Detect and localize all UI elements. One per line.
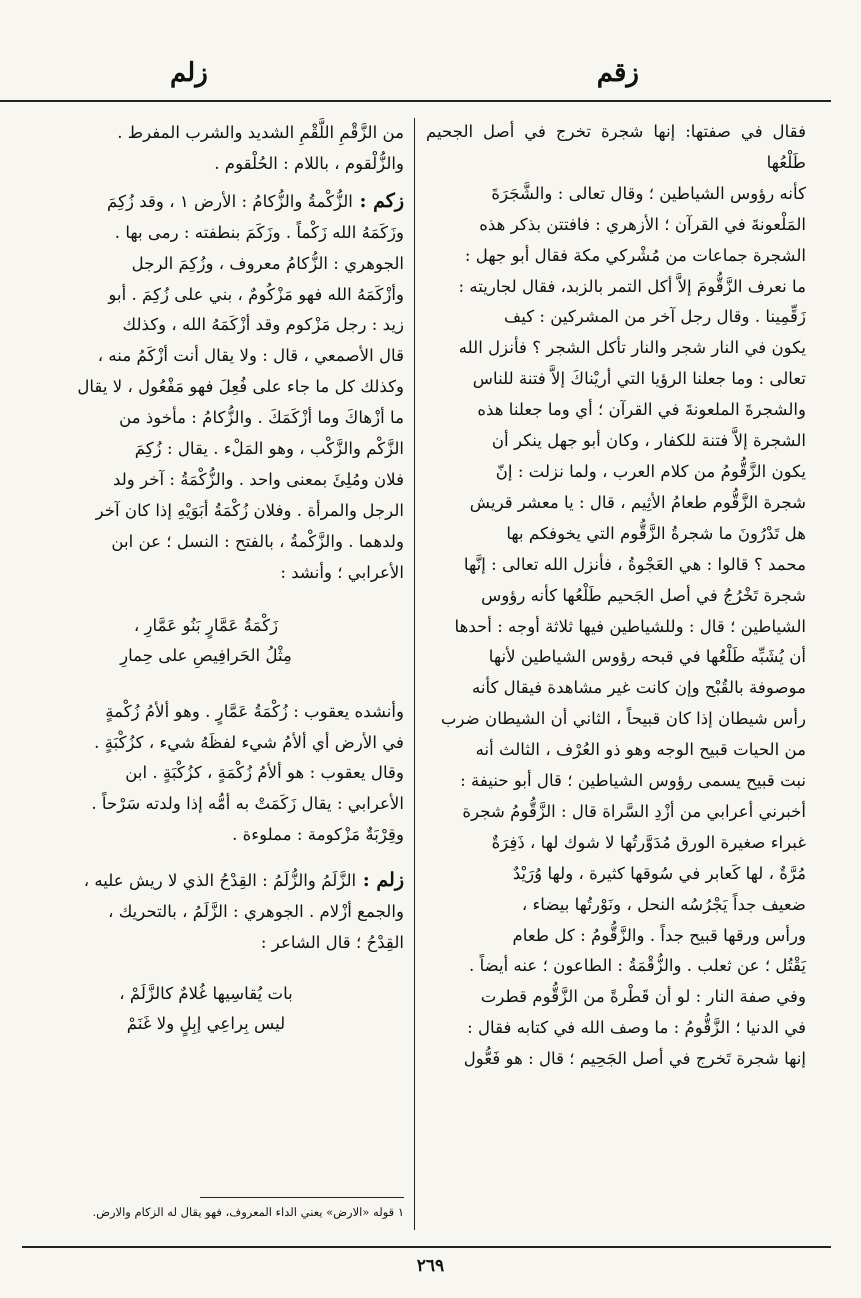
left-intro [8,118,404,180]
line-text: الجوهري : الزُّكامُ معروف ، وزُكِمَ الرجل [131,253,404,273]
text-line: وقِرْبَةٌ مَزْكومة : مملوءة . [232,825,404,845]
verse-line: بات يُقاسِيها غُلامٌ كالزَّلَمْ ، [119,983,293,1003]
text-line: مُرَّةٌ ، لها كَعابر في سُوقها كثيرة ، ولها وُرَيْدٌ [512,863,806,883]
line-text: وأزْكَمَهُ الله فهو مَزْكُومٌ ، بني على زُكِمَ . أبو [108,284,404,304]
text-line: غبراء صغيرة الورق مُدَوَّرتُها لا شوك لها ، ذَفِرَةٌ [491,832,806,852]
line-text: فلان ومُلِئَ بمعنى واحد . والزُّكْمَةُ : آخر ولد [113,469,404,489]
text-line [8,897,404,928]
line-text: الرجل والمرأة . وفلان زُكْمَةُ أبَوَيْهِ إذا كان آخر [95,500,404,520]
verse-zakam [8,589,404,697]
text-line: يكون الزَّقُّومُ من كلام العرب ، ولما نزلت : إنّ [495,461,806,481]
entry-headword: زلم : [356,869,404,892]
text-line: هل تَدْرُونَ ما شجرةُ الزَّقُّوم التي يخوفكم بها [506,523,806,543]
text-line: فقال في صفتها: إنها شجرة تخرج في أصل الجحيم طَلْعُها [426,122,806,172]
text-line: كأنه رؤوس الشياطين ؛ وقال تعالى : والشَّجَرَةَ [491,183,806,203]
line-text: الزُّكْمةُ والزُّكامُ : الأرض ١ ، وقد زُكِمَ [107,191,353,211]
entry-zakam-tail [8,697,404,852]
text-line: تعالى : وما جعلنا الرؤيا التي أريْناكَ إلاَّ فتنة للناس [472,369,806,389]
verse-line: زَكْمَةُ عَمَّارٍ بَنُو عَمَّارِ ، [133,615,279,635]
text-line: يكون في النار شجر والنار تأكل الشجر ؟ فأنزل الله [458,338,806,358]
text-line: الأعرابي : يقال زَكَمَتْ به أمُّه إذا ولدته سَرْحاً . [91,794,404,814]
text-line [8,403,404,434]
line-text: ما أزْهاكَ وما أزْكَمَكَ . والزُّكامُ : مأخوذ من [119,408,404,428]
line-text: الزَّكْم والزَّكْب ، وهو المَلْء . يقال : زُكِمَ [134,439,404,459]
line-text: القِدْحُ ؛ قال الشاعر : [260,932,404,952]
line-text: قال الأصمعي ، قال : ولا يقال أنت أزْكَمُ منه ، [97,346,404,366]
entry-zakam [8,186,404,589]
text-line [8,434,404,465]
text-line [8,341,404,372]
line-text: والجمع أزْلام . الجوهري : الزَّلَمُ ، بالتحريك ، [108,902,404,922]
header-right-word: زقم [596,58,639,88]
entry-headword: زكم : [352,189,404,212]
verse-zalam [8,959,404,1039]
text-line: إنها شجرة تَخرج في أصل الجَحِيم ؛ قال : هو فَعُّول [463,1049,806,1069]
text-line: والزُّلْقوم ، باللام : الحُلْقوم . [214,153,404,173]
page-number: ٢٦٩ [416,1256,445,1276]
line-text: ولدهما . والزَّكْمةُ ، بالفتح : النسل ؛ عن ابن [111,531,404,551]
text-line: ضعيف جداً يَجْرُسُه النحل ، ونَوْرتُها بيضاء ، [521,894,806,914]
line-text: زيد : رجل مَزْكوم وقد أزْكَمَهُ الله ، وكذلك [122,315,404,335]
text-line [8,496,404,527]
text-line: وقال يعقوب : هو ألأمُ زُكْمَةٍ ، كزُكْبَةٍ . ابن [125,763,404,783]
text-line [8,928,404,959]
right-column [426,117,806,1075]
text-line: وفي صفة النار : لو أن قَطْرةً من الزَّقُّوم قطرت [480,987,806,1007]
text-line [8,280,404,311]
text-line: المَلْعونةَ في القرآن ؛ الأزهري : فافتتن بذكر هذه [479,214,806,234]
text-line: محمد ؟ قالوا : هي العَجْوةُ ، فأنزل الله تعالى : إنَّها [463,554,806,574]
text-line: الشياطين ؛ قال : وللشياطين فيها ثلاثة أوجه : أحدها [454,616,806,636]
bottom-rule [22,1246,831,1248]
text-line [8,372,404,403]
line-text: وكذلك كل ما جاء على فُعِلَ فهو مَفْعُول ، لا يقال [77,377,404,397]
text-line: موصوفة بالقُبْح وإن كانت غير مشاهدة فيقال كأنه [471,678,806,698]
verse-line: ليس بِراعِي إبِلٍ ولا غَنَمْ [126,1013,286,1033]
text-line: رأس شيطان إذا كان قبيحاً ، الثاني أن الشيطان ضرب [440,709,806,729]
text-line: في الأرض أي ألأمُ شيء لفظَهُ شيء ، كزُكْبَةٍ . [94,732,404,752]
text-line: من الحيات قبيح الوجه وهو ذو العُرْف ، الثالث أنه [475,740,806,760]
header-left-word: زلم [170,58,208,88]
text-line [8,310,404,341]
text-line [8,218,404,249]
text-line: من الزَّقْمِ اللَّقْمِ الشديد والشرب المفرط . [117,123,404,142]
text-line: أن يُشَبِّه طَلْعُها في قبحه رؤوس الشياطين لأنها [488,647,806,667]
text-line: زَقِّمِينا . وقال رجل آخر من المشركين : كيف [504,307,806,327]
text-line: أخبرني أعرابي من أزْدِ السَّراة قال : الزَّقُّومُ شجرة [462,801,806,821]
verse-line: مِثْلُ الحَرافِيصِ على حِمارِ [120,645,292,665]
text-line [8,186,404,218]
line-text: الزَّلَمُ والزُّلَمُ : القِدْحُ الذي لا ريش عليه ، [83,871,357,891]
text-line [8,865,404,897]
entry-zalam [8,865,404,959]
text-line: ورأس ورقها قبيح جداً . والزَّقُّومُ : كل طعام [512,925,806,945]
text-line: يَقْتُل ؛ عن ثعلب . والزُّقْمَةُ : الطاعون ؛ عنه أيضاً . [469,956,806,976]
line-text: الأعرابي ؛ وأنشد : [280,562,404,582]
text-line [8,558,404,589]
header-rule [0,100,831,102]
text-line: الشجرة جماعات من مُشْركي مكة فقال أبو جهل : [464,245,806,265]
column-divider [414,118,415,1230]
text-line: وأنشده يعقوب : زُكْمَةُ عَمَّارٍ . وهو ألأمُ زُكْمةٍ [105,701,404,721]
text-line [8,249,404,280]
left-column [8,118,404,1039]
footnote-rule [200,1197,404,1198]
text-line: ما نعرف الزَّقُّومَ إلاَّ أكل التمر بالزبد، فقال لجاريته : [458,276,806,296]
text-line: نبت قبيح يسمى رؤوس الشياطين ؛ قال أبو حنيفة : [460,771,806,791]
footnote: ١ قوله «الارض» يعني الداء المعروف، فهو يقال له الزكام والارض. [92,1205,404,1219]
text-line: والشجرةَ الملعونةَ في القرآن ؛ أي وما جعلنا هذه [477,400,806,420]
text-line: الشجرة إلاَّ فتنة للكفار ، وكان أبو جهل ينكر أن [491,431,806,451]
text-line: في الدنيا ؛ الزَّقُّومُ : ما وصف الله في كتابه فقال : [467,1018,806,1038]
text-line: شجرة تَخْرُجُ في أصل الجَحيم طَلْعُها كأنه رؤوس [481,585,806,605]
text-line [8,527,404,558]
text-line [8,465,404,496]
text-line: شجرة الزَّقُّوم طعامُ الأثِيم ، قال : يا معشر قريش [469,492,806,512]
line-text: وزَكَمَهُ الله زَكْماً . وزَكَمَ بنطفته : رمى بها . [114,222,404,242]
